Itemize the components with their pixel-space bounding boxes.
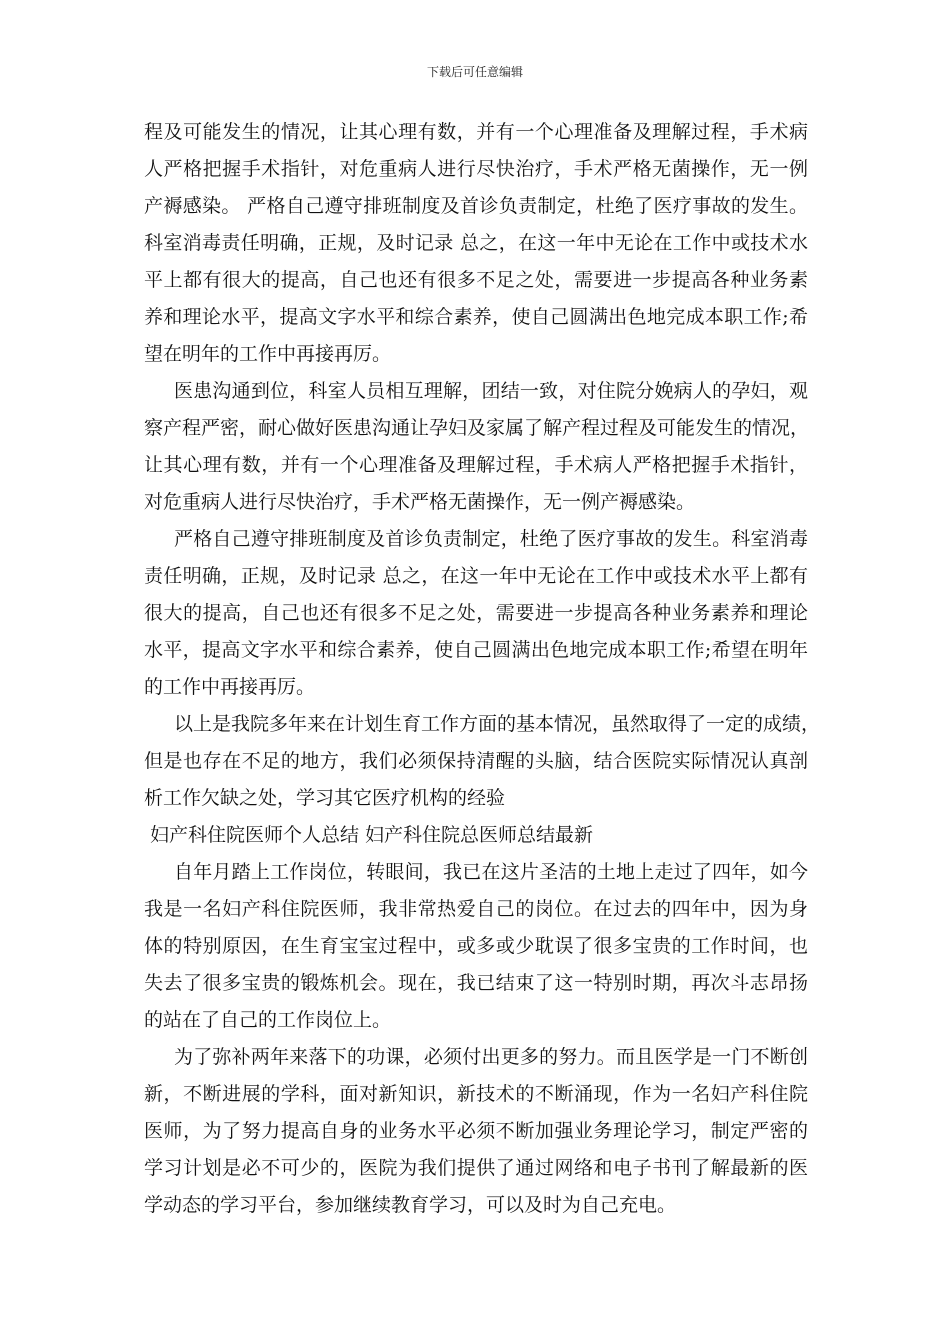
text-line: 的站在了自己的工作岗位上。 [144,1009,392,1031]
text-line: 让其心理有数，并有一个心理准备及理解过程，手术病人严格把握手术指针， [144,454,808,476]
paragraph [144,521,808,706]
text-line: 医患沟通到位，科室人员相互理解，团结一致，对住院分娩病人的孕妇，观 [174,380,808,402]
text-line: 以上是我院多年来在计划生育工作方面的基本情况，虽然取得了一定的成绩， [174,713,821,735]
text-line: 体的特别原因，在生育宝宝过程中，或多或少耽误了很多宝贵的工作时间，也 [144,935,808,957]
text-line: 医师，为了努力提高自身的业务水平必须不断加强业务理论学习，制定严密的 [144,1120,808,1142]
text-line: 水平，提高文字水平和综合素养，使自己圆满出色地完成本职工作;希望在明年 [144,639,808,661]
text-line: 学习计划是必不可少的，医院为我们提供了通过网络和电子书刊了解最新的医 [144,1157,808,1179]
document-body [144,114,821,1224]
paragraph [144,114,808,373]
text-line: 严格自己遵守排班制度及首诊负责制定，杜绝了医疗事故的发生。科室消毒 [174,528,808,550]
text-line: 科室消毒责任明确，正规，及时记录 总之，在这一年中无论在工作中或技术水 [144,232,808,254]
text-line: 对危重病人进行尽快治疗，手术严格无菌操作，无一例产褥感染。 [144,491,696,513]
section-heading: 妇产科住院医师个人总结 妇产科住院总医师总结最新 [150,824,594,846]
text-line: 析工作欠缺之处，学习其它医疗机构的经验 [144,787,506,809]
text-line: 产褥感染。 严格自己遵守排班制度及首诊负责制定，杜绝了医疗事故的发生。 [144,195,808,217]
text-line: 平上都有很大的提高，自己也还有很多不足之处，需要进一步提高各种业务素 [144,269,808,291]
text-line: 失去了很多宝贵的锻炼机会。现在，我已结束了这一特别时期，再次斗志昂扬 [144,972,808,994]
text-line: 很大的提高，自己也还有很多不足之处，需要进一步提高各种业务素养和理论 [144,602,808,624]
text-line: 养和理论水平，提高文字水平和综合素养，使自己圆满出色地完成本职工作;希 [144,306,808,328]
text-line: 人严格把握手术指针，对危重病人进行尽快治疗，手术严格无菌操作，无一例 [144,158,808,180]
text-line: 察产程严密，耐心做好医患沟通让孕妇及家属了解产程过程及可能发生的情况， [144,417,810,439]
text-line: 程及可能发生的情况，让其心理有数，并有一个心理准备及理解过程，手术病 [144,121,808,143]
paragraph [144,1039,808,1224]
text-line: 我是一名妇产科住院医师，我非常热爱自己的岗位。在过去的四年中，因为身 [144,898,808,920]
text-line: 自年月踏上工作岗位，转眼间，我已在这片圣洁的土地上走过了四年，如今 [174,861,808,883]
text-line: 的工作中再接再厉。 [144,676,316,698]
paragraph [144,373,808,521]
page-header: 下载后可任意编辑 [426,65,523,79]
text-line: 望在明年的工作中再接再厉。 [144,343,392,365]
text-line: 但是也存在不足的地方，我们必须保持清醒的头脑，结合医院实际情况认真剖 [144,750,808,772]
paragraph [144,706,821,817]
text-line: 新，不断进展的学科，面对新知识，新技术的不断涌现，作为一名妇产科住院 [144,1083,808,1105]
paragraph [144,854,808,1039]
text-line: 学动态的学习平台，参加继续教育学习，可以及时为自己充电。 [144,1194,677,1216]
text-line: 为了弥补两年来落下的功课，必须付出更多的努力。而且医学是一门不断创 [174,1046,808,1068]
text-line: 责任明确，正规，及时记录 总之，在这一年中无论在工作中或技术水平上都有 [144,565,808,587]
